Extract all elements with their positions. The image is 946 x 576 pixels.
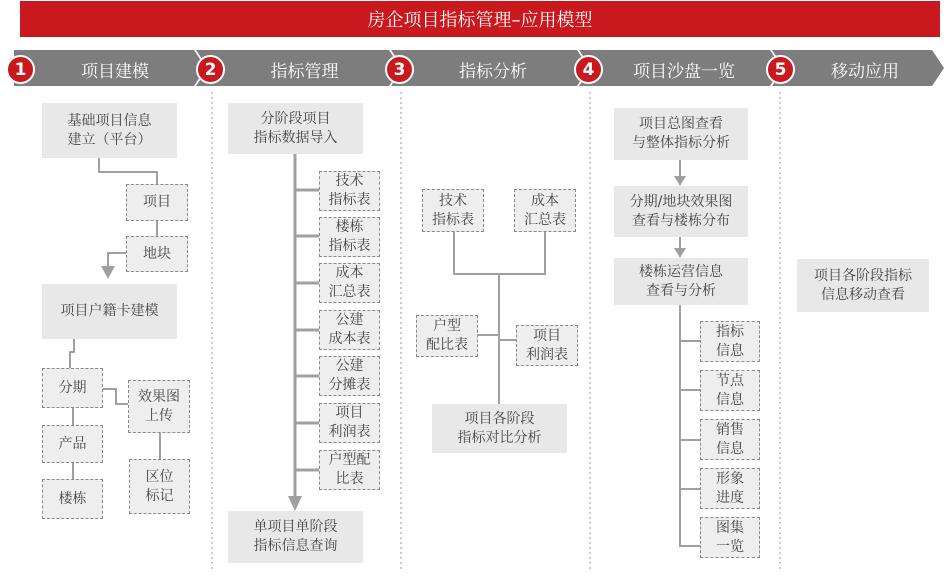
tech-indicator-box: 技术 指标表 — [422, 189, 484, 232]
public-cost-table: 公建 成本表 — [319, 310, 380, 350]
connector — [103, 389, 128, 404]
unit-ratio-box: 户型 配比表 — [416, 315, 478, 357]
project-box: 项目 — [126, 184, 188, 221]
phase-effect-box: 分期/地块效果图 查看与楼栋分布 — [614, 186, 748, 237]
building-indicator-table: 楼栋 指标表 — [319, 217, 380, 257]
connector — [99, 158, 157, 184]
basic-info-box: 基础项目信息 建立（平台） — [42, 103, 177, 158]
cost-summary-table: 成本 汇总表 — [319, 263, 380, 303]
single-project-query-box: 单项目单阶段 指标信息查询 — [228, 511, 363, 563]
page-title: 房企项目指标管理–应用模型 — [20, 1, 940, 37]
product-box: 产品 — [42, 425, 103, 463]
phase-box: 分期 — [42, 368, 103, 408]
arrow-head — [288, 496, 302, 511]
arrow-head — [674, 176, 686, 186]
sales-info-box: 销售 信息 — [700, 419, 760, 460]
public-allocation-table: 公建 分摊表 — [319, 356, 380, 396]
building-operation-box: 楼栋运营信息 查看与分析 — [614, 258, 748, 305]
indicator-info-box: 指标 信息 — [700, 321, 760, 362]
step-label-4: 项目沙盘一览 — [633, 61, 735, 82]
arrow-head — [101, 266, 115, 279]
gallery-box: 图集 一览 — [700, 517, 760, 558]
step-label-1: 项目建模 — [81, 61, 149, 82]
connector — [70, 339, 74, 368]
stage-comparison-box: 项目各阶段 指标对比分析 — [432, 404, 567, 453]
step-label-3: 指标分析 — [459, 61, 527, 82]
unit-ratio-table: 户型配 比表 — [319, 450, 380, 490]
location-mark-box: 区位 标记 — [129, 459, 190, 514]
building-box: 楼栋 — [42, 479, 103, 519]
effect-upload-box: 效果图 上传 — [128, 380, 190, 433]
tech-indicator-table: 技术 指标表 — [319, 171, 380, 211]
cost-summary-box: 成本 汇总表 — [514, 189, 576, 232]
progress-image-box: 形象 进度 — [700, 468, 760, 509]
data-import-box: 分阶段项目 指标数据导入 — [228, 103, 363, 154]
master-plan-box: 项目总图查看 与整体指标分析 — [614, 108, 748, 160]
node-info-box: 节点 信息 — [700, 370, 760, 411]
connector — [108, 253, 126, 268]
step-badge-5: 5 — [766, 55, 795, 84]
step-badge-3: 3 — [385, 55, 414, 84]
step-badge-4: 4 — [574, 55, 603, 84]
project-profit-table: 项目 利润表 — [319, 403, 380, 443]
step-label-2: 指标管理 — [270, 61, 339, 82]
step-badge-1: 1 — [6, 55, 35, 84]
mobile-view-box: 项目各阶段指标 信息移动查看 — [797, 259, 929, 312]
household-model-box: 项目户籍卡建模 — [42, 284, 177, 339]
project-profit-box: 项目 利润表 — [516, 325, 578, 366]
connector — [454, 232, 545, 274]
plot-box: 地块 — [126, 236, 188, 272]
arrow-head — [674, 248, 686, 258]
step-badge-2: 2 — [196, 55, 225, 84]
step-label-5: 移动应用 — [831, 61, 899, 82]
